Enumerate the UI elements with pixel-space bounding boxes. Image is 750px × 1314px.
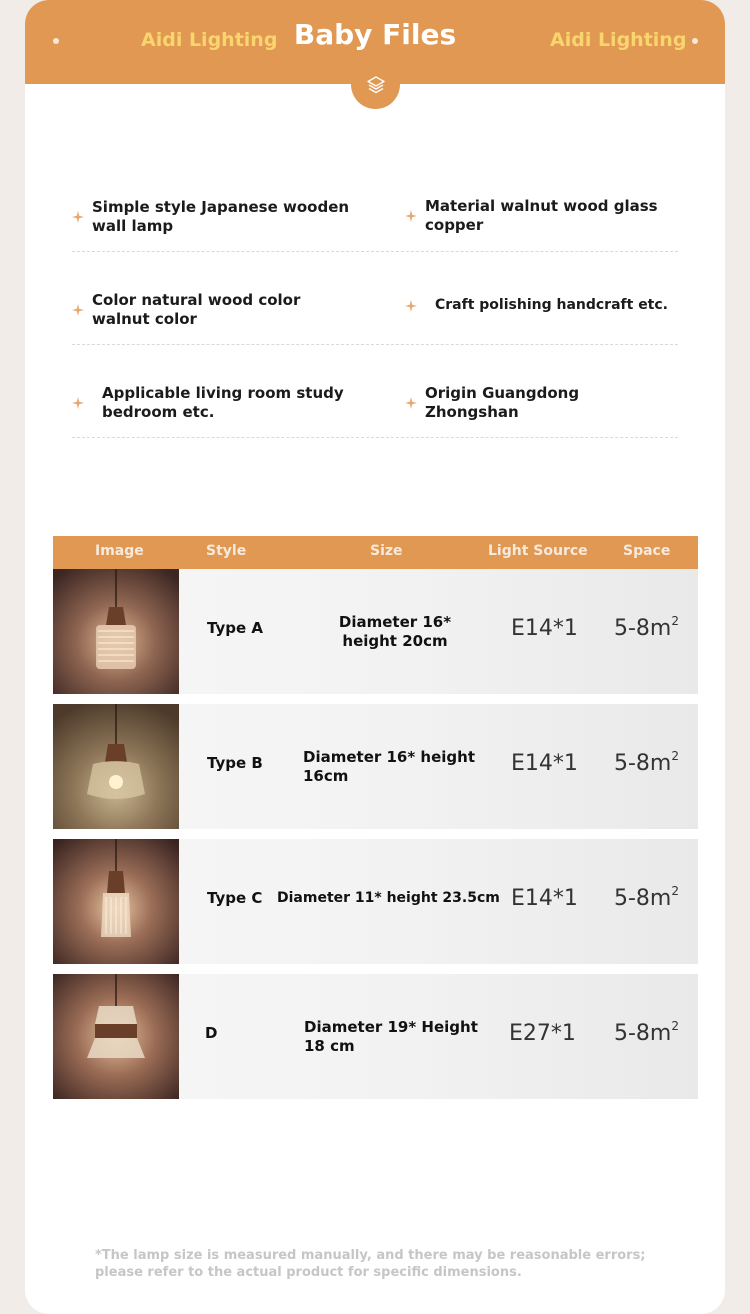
space-superscript: 2 bbox=[671, 884, 680, 898]
table-row bbox=[53, 839, 698, 964]
brand-name-left: Aidi Lighting bbox=[141, 29, 278, 51]
space-cell bbox=[614, 616, 679, 641]
size-cell: Diameter 16* height 16cm bbox=[303, 748, 476, 785]
space-superscript: 2 bbox=[671, 749, 680, 763]
light-source-cell: E14*1 bbox=[511, 751, 578, 776]
space-cell bbox=[614, 886, 679, 911]
light-source-cell: E14*1 bbox=[511, 616, 578, 641]
style-cell: Type A bbox=[207, 619, 263, 637]
table-row bbox=[53, 569, 698, 694]
sparkle-star-icon bbox=[405, 300, 417, 312]
space-superscript: 2 bbox=[671, 614, 680, 628]
table-header bbox=[53, 536, 698, 569]
space-cell bbox=[614, 1021, 679, 1046]
space-cell bbox=[614, 751, 679, 776]
lamp-type-b-image bbox=[53, 704, 179, 829]
lamp-type-d-image bbox=[53, 974, 179, 1099]
divider bbox=[72, 344, 678, 345]
space-value: 5-8m bbox=[614, 1021, 672, 1046]
spec-text: Applicable living room study bedroom etc. bbox=[102, 384, 344, 421]
brand-name-right: Aidi Lighting bbox=[550, 29, 687, 51]
spec-item bbox=[72, 291, 322, 329]
sparkle-star-icon bbox=[72, 304, 84, 316]
column-header-style: Style bbox=[206, 543, 247, 559]
table-row bbox=[53, 704, 698, 829]
lamp-type-c-image bbox=[53, 839, 179, 964]
spec-text: Color natural wood color walnut color bbox=[92, 291, 301, 328]
column-header-image: Image bbox=[95, 543, 144, 559]
size-cell: Diameter 16* height 20cm bbox=[338, 613, 452, 650]
spec-text: Material walnut wood glass copper bbox=[425, 197, 658, 234]
sparkle-star-icon bbox=[72, 397, 84, 409]
spec-text: Simple style Japanese wooden wall lamp bbox=[92, 198, 350, 235]
column-header-space: Space bbox=[623, 543, 671, 559]
disclaimer-note: *The lamp size is measured manually, and there may be reasonable errors; please refer to the actual product for specific dimensions. bbox=[95, 1248, 646, 1280]
style-cell: Type C bbox=[207, 889, 263, 907]
space-value: 5-8m bbox=[614, 751, 672, 776]
size-cell: Diameter 11* height 23.5cm bbox=[277, 890, 500, 906]
spec-item bbox=[405, 197, 675, 235]
space-value: 5-8m bbox=[614, 616, 672, 641]
table-row bbox=[53, 974, 698, 1099]
column-header-size: Size bbox=[370, 543, 403, 559]
spec-text: Origin Guangdong Zhongshan bbox=[425, 384, 580, 421]
style-cell: Type B bbox=[207, 754, 263, 772]
page-title: Baby Files bbox=[293, 18, 457, 51]
sparkle-star-icon bbox=[72, 211, 84, 223]
light-source-cell: E14*1 bbox=[511, 886, 578, 911]
light-source-cell: E27*1 bbox=[509, 1021, 576, 1046]
lamp-type-a-image bbox=[53, 569, 179, 694]
spec-item bbox=[405, 296, 695, 315]
divider bbox=[72, 251, 678, 252]
size-cell: Diameter 19* Height 18 cm bbox=[304, 1018, 478, 1055]
space-superscript: 2 bbox=[671, 1019, 680, 1033]
style-cell: D bbox=[205, 1024, 218, 1042]
spec-item bbox=[405, 384, 645, 422]
space-value: 5-8m bbox=[614, 886, 672, 911]
column-header-light-source: Light Source bbox=[488, 543, 588, 559]
spec-item bbox=[72, 198, 352, 236]
layers-icon bbox=[351, 60, 400, 109]
divider bbox=[72, 437, 678, 438]
dot-decoration bbox=[692, 38, 698, 44]
spec-item bbox=[72, 384, 362, 422]
spec-text: Craft polishing handcraft etc. bbox=[435, 297, 668, 313]
sparkle-star-icon bbox=[405, 210, 417, 222]
product-info-card bbox=[25, 0, 725, 1314]
sparkle-star-icon bbox=[405, 397, 417, 409]
